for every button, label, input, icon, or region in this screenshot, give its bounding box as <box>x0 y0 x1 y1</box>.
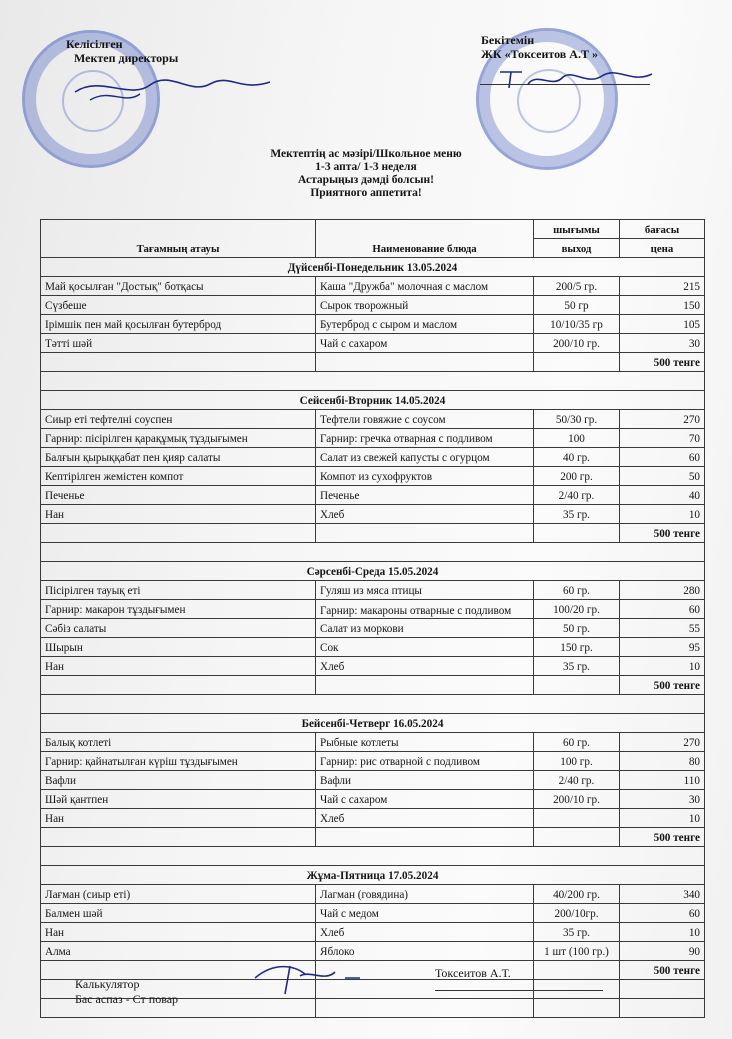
dish-price: 280 <box>620 581 705 600</box>
dish-name-kz: Сиыр еті тефтелні соуспен <box>41 410 316 429</box>
dish-yield: 100 <box>534 429 620 448</box>
menu-table <box>40 219 705 1018</box>
dish-name-ru: Компот из сухофруктов <box>316 467 534 486</box>
dish-name-ru: Лагман (говядина) <box>316 885 534 904</box>
title-line2: 1-3 апта/ 1-3 неделя <box>315 161 417 173</box>
menu-item-row <box>41 277 705 296</box>
empty-cell <box>534 676 620 695</box>
day-total-row <box>41 524 705 543</box>
footer-roles <box>75 977 178 1007</box>
dish-price: 270 <box>620 733 705 752</box>
dish-name-ru: Бутерброд с сыром и маслом <box>316 315 534 334</box>
dish-price: 110 <box>620 771 705 790</box>
dish-name-ru: Хлеб <box>316 809 534 828</box>
day-title: Сейсенбі-Вторник 14.05.2024 <box>41 391 705 410</box>
day-title: Жұма-Пятница 17.05.2024 <box>41 866 705 885</box>
empty-cell <box>316 999 534 1018</box>
menu-item-row <box>41 467 705 486</box>
day-header-row <box>41 391 705 410</box>
dish-yield: 60 гр. <box>534 581 620 600</box>
dish-price: 40 <box>620 486 705 505</box>
dish-price: 70 <box>620 429 705 448</box>
dish-name-ru: Хлеб <box>316 657 534 676</box>
menu-item-row <box>41 790 705 809</box>
dish-price: 55 <box>620 619 705 638</box>
dish-yield: 50 гр. <box>534 619 620 638</box>
dish-name-ru: Хлеб <box>316 923 534 942</box>
dish-name-kz: Печенье <box>41 486 316 505</box>
day-header-row <box>41 714 705 733</box>
dish-price: 80 <box>620 752 705 771</box>
dish-name-kz: Пісірілген тауық еті <box>41 581 316 600</box>
dish-yield: 40 гр. <box>534 448 620 467</box>
dish-yield: 35 гр. <box>534 923 620 942</box>
empty-cell <box>316 353 534 372</box>
approval-left <box>66 37 178 65</box>
menu-item-row <box>41 600 705 619</box>
dish-name-ru: Каша "Дружба" молочная с маслом <box>316 277 534 296</box>
col-header-kz: Тағамның атауы <box>41 220 316 258</box>
empty-cell <box>316 524 534 543</box>
dish-yield: 100 гр. <box>534 752 620 771</box>
spacer-row <box>41 543 705 562</box>
dish-yield: 50/30 гр. <box>534 410 620 429</box>
empty-cell <box>534 524 620 543</box>
dish-price: 60 <box>620 600 705 619</box>
dish-name-kz: Шырын <box>41 638 316 657</box>
dish-yield: 2/40 гр. <box>534 771 620 790</box>
dish-yield: 200/10гр. <box>534 904 620 923</box>
dish-price: 95 <box>620 638 705 657</box>
empty-cell <box>534 828 620 847</box>
dish-yield: 50 гр <box>534 296 620 315</box>
dish-yield: 35 гр. <box>534 657 620 676</box>
menu-item-row <box>41 581 705 600</box>
dish-name-kz: Сәбіз салаты <box>41 619 316 638</box>
dish-name-ru: Вафли <box>316 771 534 790</box>
dish-price: 10 <box>620 809 705 828</box>
dish-price: 340 <box>620 885 705 904</box>
day-total: 500 тенге <box>620 961 705 980</box>
dish-yield: 100/20 гр. <box>534 600 620 619</box>
dish-name-kz: Нан <box>41 923 316 942</box>
approval-right-line1: Бекітемін <box>481 33 535 47</box>
day-total: 500 тенге <box>620 353 705 372</box>
chef-signature <box>250 956 380 996</box>
approval-left-line1: Келісілген <box>66 37 123 51</box>
dish-yield: 200/5 гр. <box>534 277 620 296</box>
dish-price: 30 <box>620 334 705 353</box>
day-total-row <box>41 676 705 695</box>
dish-yield: 2/40 гр. <box>534 486 620 505</box>
empty-cell <box>41 524 316 543</box>
empty-cell <box>534 980 620 999</box>
dish-name-ru: Салат из моркови <box>316 619 534 638</box>
dish-name-ru: Яблоко <box>316 942 534 961</box>
dish-price: 10 <box>620 657 705 676</box>
day-title: Сәрсенбі-Среда 15.05.2024 <box>41 562 705 581</box>
dish-name-ru: Сырок творожный <box>316 296 534 315</box>
dish-name-kz: Гарнир: пісірілген қарақұмық тұздығымен <box>41 429 316 448</box>
dish-name-kz: Лағман (сиыр еті) <box>41 885 316 904</box>
day-total: 500 тенге <box>620 524 705 543</box>
empty-cell <box>316 676 534 695</box>
dish-name-ru: Сок <box>316 638 534 657</box>
menu-item-row <box>41 657 705 676</box>
dish-name-kz: Нан <box>41 657 316 676</box>
menu-item-row <box>41 752 705 771</box>
day-header-row <box>41 258 705 277</box>
dish-name-ru: Гарнир: гречка отварная с подливом <box>316 429 534 448</box>
dish-name-kz: Ірімшік пен май қосылған бутерброд <box>41 315 316 334</box>
menu-title <box>180 148 552 200</box>
dish-price: 150 <box>620 296 705 315</box>
empty-cell <box>620 980 705 999</box>
dish-yield: 35 гр. <box>534 505 620 524</box>
dish-name-kz: Балық котлеті <box>41 733 316 752</box>
dish-yield: 1 шт (100 гр.) <box>534 942 620 961</box>
approval-left-line2: Мектеп директоры <box>74 51 179 65</box>
dish-name-kz: Балмен шәй <box>41 904 316 923</box>
footer-name-line <box>435 990 603 991</box>
dish-name-kz: Май қосылған "Достық" ботқасы <box>41 277 316 296</box>
dish-name-kz: Сүзбеше <box>41 296 316 315</box>
menu-item-row <box>41 448 705 467</box>
day-total-row <box>41 353 705 372</box>
menu-item-row <box>41 486 705 505</box>
dish-price: 270 <box>620 410 705 429</box>
col-header-price-ru: цена <box>620 239 705 258</box>
dish-name-kz: Гарнир: қайнатылған күріш тұздығымен <box>41 752 316 771</box>
dish-price: 105 <box>620 315 705 334</box>
menu-item-row <box>41 334 705 353</box>
dish-name-kz: Тәтті шәй <box>41 334 316 353</box>
menu-item-row <box>41 619 705 638</box>
dish-yield: 200/10 гр. <box>534 334 620 353</box>
empty-cell <box>534 353 620 372</box>
title-line1: Мектептің ас мәзірі/Школьное меню <box>270 148 462 160</box>
dish-yield: 150 гр. <box>534 638 620 657</box>
dish-yield: 40/200 гр. <box>534 885 620 904</box>
dish-name-ru: Гарнир: макароны отварные с подливом <box>316 600 534 619</box>
dish-yield: 200/10 гр. <box>534 790 620 809</box>
dish-name-ru: Чай с медом <box>316 904 534 923</box>
day-title: Дүйсенбі-Понедельник 13.05.2024 <box>41 258 705 277</box>
dish-price: 30 <box>620 790 705 809</box>
dish-yield: 60 гр. <box>534 733 620 752</box>
dish-yield <box>534 809 620 828</box>
dish-name-ru: Чай с сахаром <box>316 334 534 353</box>
dish-name-ru: Тефтели говяжие с соусом <box>316 410 534 429</box>
menu-item-row <box>41 315 705 334</box>
spacer-cell <box>41 847 705 866</box>
title-line4: Приятного аппетита! <box>310 187 422 199</box>
day-total: 500 тенге <box>620 828 705 847</box>
footer-role-chef: Бас аспаз - Ст повар <box>75 992 179 1006</box>
menu-item-row <box>41 885 705 904</box>
dish-name-kz: Гарнир: макарон тұздығымен <box>41 600 316 619</box>
day-title: Бейсенбі-Четверг 16.05.2024 <box>41 714 705 733</box>
dish-name-kz: Нан <box>41 505 316 524</box>
day-total: 500 тенге <box>620 676 705 695</box>
spacer-cell <box>41 372 705 391</box>
dish-name-ru: Гуляш из мяса птицы <box>316 581 534 600</box>
col-header-ru: Наименование блюда <box>316 220 534 258</box>
spacer-cell <box>41 695 705 714</box>
footer-role-calculator: Калькулятор <box>75 977 140 991</box>
spacer-row <box>41 372 705 391</box>
dish-name-ru: Хлеб <box>316 505 534 524</box>
spacer-row <box>41 847 705 866</box>
owner-signature <box>492 62 662 92</box>
spacer-cell <box>41 543 705 562</box>
dish-name-kz: Вафли <box>41 771 316 790</box>
col-header-yield-ru: выход <box>534 239 620 258</box>
dish-name-ru: Гарнир: рис отварной с подливом <box>316 752 534 771</box>
day-header-row <box>41 562 705 581</box>
dish-name-kz: Алма <box>41 942 316 961</box>
dish-yield: 10/10/35 гр <box>534 315 620 334</box>
approval-right <box>481 33 598 61</box>
dish-name-ru: Печенье <box>316 486 534 505</box>
empty-cell <box>41 676 316 695</box>
dish-price: 10 <box>620 923 705 942</box>
empty-cell <box>534 999 620 1018</box>
dish-price: 215 <box>620 277 705 296</box>
dish-price: 90 <box>620 942 705 961</box>
menu-item-row <box>41 296 705 315</box>
menu-item-row <box>41 429 705 448</box>
col-header-price-kz: бағасы <box>620 220 705 239</box>
director-signature <box>70 70 280 110</box>
empty-cell <box>41 828 316 847</box>
dish-name-kz: Шәй қантпен <box>41 790 316 809</box>
footer-name: Токсеитов А.Т. <box>435 966 511 980</box>
title-line3: Астарыңыз дәмді болсын! <box>298 174 434 186</box>
dish-name-kz: Балғын қырыққабат пен қияр салаты <box>41 448 316 467</box>
empty-cell <box>620 999 705 1018</box>
dish-price: 60 <box>620 448 705 467</box>
dish-price: 60 <box>620 904 705 923</box>
owner-signature-line <box>480 84 650 85</box>
menu-item-row <box>41 410 705 429</box>
dish-name-ru: Рыбные котлеты <box>316 733 534 752</box>
day-total-row <box>41 828 705 847</box>
col-header-yield-kz: шығымы <box>534 220 620 239</box>
spacer-row <box>41 695 705 714</box>
menu-item-row <box>41 638 705 657</box>
dish-yield: 200 гр. <box>534 467 620 486</box>
dish-price: 10 <box>620 505 705 524</box>
empty-cell <box>534 961 620 980</box>
menu-item-row <box>41 771 705 790</box>
menu-item-row <box>41 923 705 942</box>
approval-right-line2: ЖК «Токсеитов А.Т » <box>481 47 598 61</box>
dish-name-ru: Чай с сахаром <box>316 790 534 809</box>
menu-item-row <box>41 505 705 524</box>
menu-item-row <box>41 904 705 923</box>
dish-price: 50 <box>620 467 705 486</box>
empty-cell <box>41 353 316 372</box>
dish-name-ru: Салат из свежей капусты с огурцом <box>316 448 534 467</box>
empty-cell <box>316 828 534 847</box>
table-header-row <box>41 220 705 239</box>
dish-name-kz: Кептірілген жемістен компот <box>41 467 316 486</box>
menu-item-row <box>41 733 705 752</box>
day-header-row <box>41 866 705 885</box>
menu-item-row <box>41 809 705 828</box>
dish-name-kz: Нан <box>41 809 316 828</box>
